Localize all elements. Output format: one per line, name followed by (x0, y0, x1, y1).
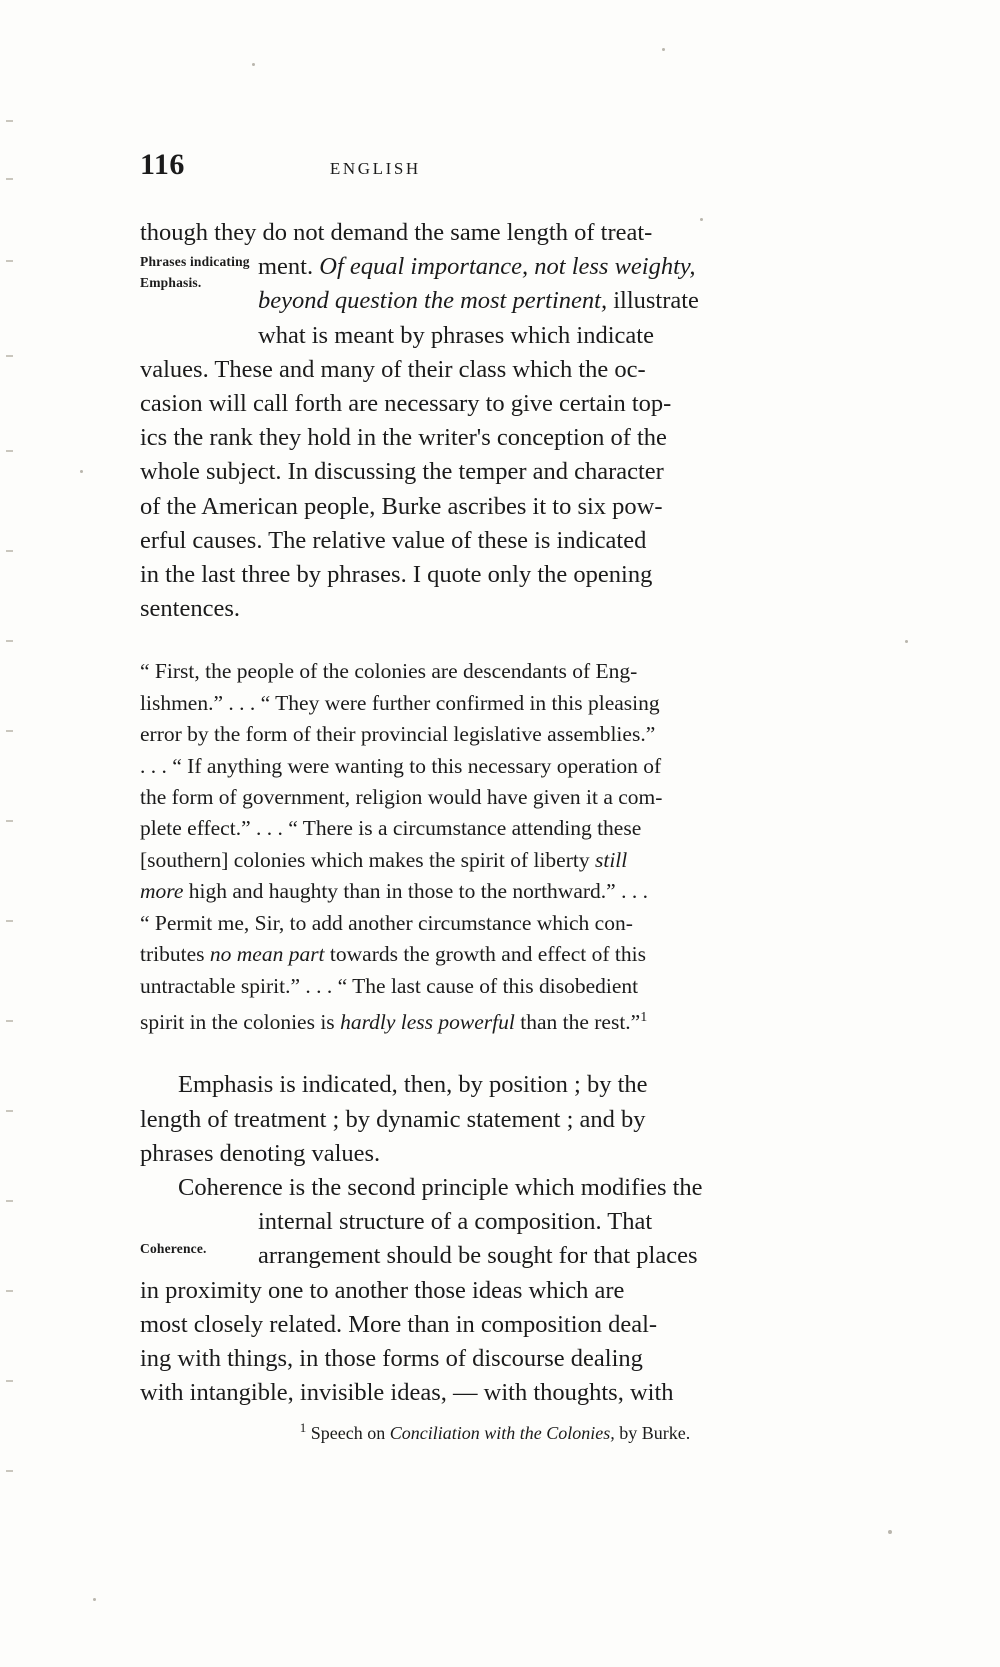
text-line (140, 1205, 850, 1239)
paragraph-coherence (140, 1171, 850, 1410)
line-text: phrases denoting values. (140, 1139, 381, 1167)
text-line (140, 524, 850, 558)
text-line (140, 353, 850, 387)
line-text: ing with things, in those forms of discourse dealing (140, 1345, 643, 1373)
quote-line (140, 908, 850, 939)
text-line (140, 1068, 850, 1102)
footnote-marker: 1 (299, 1420, 307, 1435)
paper-speck (93, 1598, 96, 1601)
paper-speck (888, 1530, 892, 1534)
text-line (140, 1171, 850, 1205)
quote-line (140, 1002, 850, 1039)
line-text: values. These and many of their class which the oc- (140, 355, 646, 383)
footnote-reference: 1 (640, 1009, 648, 1025)
paragraph-emphasis-summary (140, 1068, 850, 1171)
quote-line (140, 939, 850, 970)
page-number: 116 (140, 148, 185, 181)
line-text: more high and haughty than in those to the northward.” . . . (140, 879, 648, 904)
paper-speck (80, 470, 83, 473)
quote-line (140, 876, 850, 907)
line-text: ment. (258, 253, 314, 281)
line-text: Coherence is the second principle which modifies the (178, 1174, 703, 1202)
line-text: of the American people, Burke ascribes it to six pow- (140, 492, 663, 520)
line-text-italic: Of equal importance, not less weighty, (319, 253, 696, 281)
line-text: [southern] colonies which makes the spirit of liberty still (140, 847, 628, 872)
paper-speck (252, 63, 255, 66)
text-line (140, 1342, 850, 1376)
text-line (140, 421, 850, 455)
line-text: ics the rank they hold in the writer's conception of the (140, 424, 667, 452)
paragraph-emphasis (140, 216, 850, 626)
line-text: internal structure of a composition. That (258, 1208, 653, 1236)
line-text: untractable spirit.” . . . “ The last cause of this disobedient (140, 973, 639, 998)
text-line (140, 455, 850, 489)
line-text: “ Permit me, Sir, to add another circumstance which con- (140, 910, 633, 935)
paper-speck (905, 640, 908, 643)
footnote-text-before: Speech on (310, 1423, 386, 1443)
page-content (140, 150, 850, 1411)
text-line (140, 1308, 850, 1342)
sidenote-emphasis: Phrases indicating Emphasis. (140, 254, 250, 290)
line-text: with intangible, invisible ideas, — with thoughts, with (140, 1379, 674, 1407)
quote-line (140, 656, 850, 687)
line-text: illustrate (613, 287, 699, 315)
quote-line (140, 688, 850, 719)
text-line (140, 1376, 850, 1410)
quote-line (140, 751, 850, 782)
block-quotation (140, 656, 850, 1038)
line-text: error by the form of their provincial legislative assemblies.” (140, 722, 656, 747)
line-text: tributes no mean part towards the growth and effect of this (140, 942, 646, 967)
text-line (140, 592, 850, 626)
footnote-title: Conciliation with the Colonies, (389, 1423, 615, 1443)
text-line (140, 558, 850, 592)
line-text: . . . “ If anything were wanting to this necessary operation of (140, 753, 662, 778)
quote-line (140, 782, 850, 813)
line-text: though they do not demand the same length of treat- (140, 219, 653, 246)
text-line (140, 490, 850, 524)
page-edge-marks (6, 120, 16, 1520)
line-text: Emphasis is indicated, then, by position ; by the (178, 1071, 648, 1099)
sidenote-coherence: Coherence. (140, 1241, 207, 1257)
line-text: sentences. (140, 595, 240, 623)
quote-line (140, 845, 850, 876)
line-text: plete effect.” . . . “ There is a circumstance attending these (140, 816, 642, 841)
text-line (140, 1274, 850, 1308)
page-header (140, 150, 850, 190)
line-text: the form of government, religion would have given it a com- (140, 785, 663, 810)
text-line (140, 1103, 850, 1137)
line-text: whole subject. In discussing the temper and character (140, 458, 664, 486)
text-line (140, 216, 850, 250)
line-text: in proximity one to another those ideas which are (140, 1276, 625, 1304)
footnote (140, 1415, 850, 1446)
quote-line (140, 971, 850, 1002)
text-line (140, 319, 850, 353)
running-head: ENGLISH (329, 159, 421, 178)
text-line (140, 1137, 850, 1171)
footnote-text-after: by Burke. (619, 1423, 691, 1443)
text-line (140, 387, 850, 421)
paper-speck (662, 48, 665, 51)
quote-line (140, 719, 850, 750)
line-text: in the last three by phrases. I quote only the opening (140, 561, 653, 589)
line-text: spirit in the colonies is hardly less powerful than the rest.” (140, 1010, 641, 1035)
line-text: casion will call forth are necessary to give certain top- (140, 390, 672, 418)
line-text: “ First, the people of the colonies are descendants of Eng- (140, 659, 638, 684)
line-text: arrangement should be sought for that places (258, 1242, 698, 1270)
line-text: erful causes. The relative value of these is indicated (140, 526, 647, 554)
line-text: length of treatment ; by dynamic statement ; and by (140, 1105, 646, 1133)
line-text: most closely related. More than in composition deal- (140, 1310, 658, 1338)
quote-line (140, 813, 850, 844)
line-text: what is meant by phrases which indicate (258, 321, 654, 349)
line-text: lishmen.” . . . “ They were further confirmed in this pleasing (140, 690, 660, 715)
line-text-italic: beyond question the most pertinent, (258, 287, 608, 315)
